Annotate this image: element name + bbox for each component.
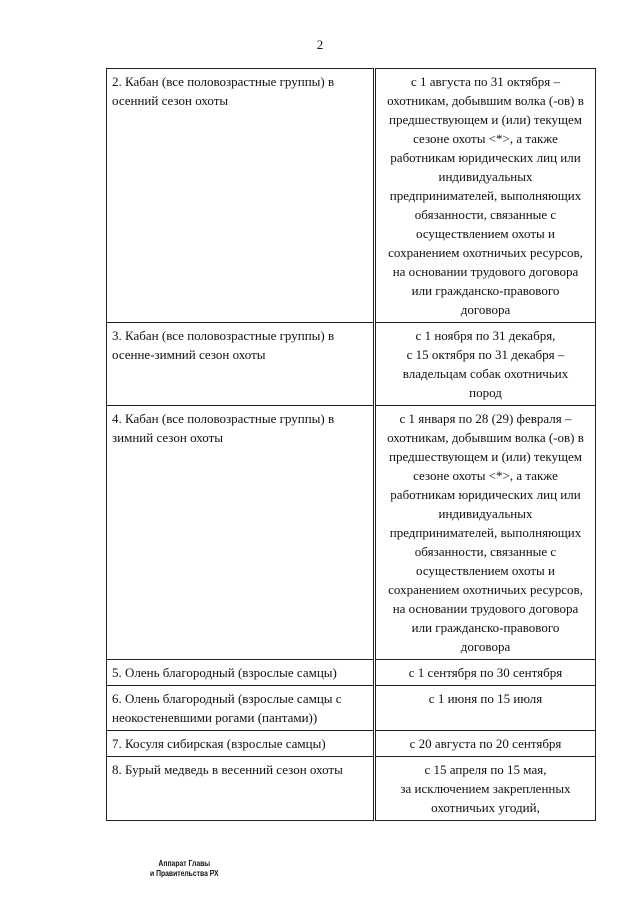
period-line: с 1 января по 28 (29) февраля – [399, 411, 572, 426]
species-cell: 4. Кабан (все половозрастные группы) в зимний сезон охоты [107, 406, 375, 660]
period-line: сохранением охотничьих ресурсов, [388, 245, 583, 260]
period-line: обязанности, связанные с [414, 207, 557, 222]
table-body [107, 69, 596, 821]
period-line: предпринимателей, выполняющих [389, 188, 582, 203]
table-row [107, 686, 596, 731]
period-line: или гражданско-правового [411, 620, 560, 635]
page-number: 2 [316, 37, 324, 52]
period-line: с 1 ноября по 31 декабря, [415, 328, 556, 343]
hunting-seasons-table [106, 68, 596, 821]
period-line: индивидуальных [438, 169, 533, 184]
table-row [107, 731, 596, 757]
period-line: охотничьих угодий, [431, 800, 540, 815]
species-cell: 6. Олень благородный (взрослые самцы с неокостеневшими рогами (пантами)) [107, 686, 375, 731]
period-line: за исключением закрепленных [400, 781, 571, 796]
species-cell: 7. Косуля сибирская (взрослые самцы) [107, 731, 375, 757]
period-line: на основании трудового договора [392, 601, 579, 616]
period-cell [375, 323, 596, 406]
period-line: предшествующем и (или) текущем [389, 112, 582, 127]
period-cell [375, 660, 596, 686]
period-line: с 1 сентября по 30 сентября [408, 665, 563, 680]
period-line: пород [469, 385, 502, 400]
period-cell [375, 406, 596, 660]
period-line: работникам юридических лиц или [390, 150, 581, 165]
table-row [107, 660, 596, 686]
period-line: предпринимателей, выполняющих [389, 525, 582, 540]
table-row [107, 69, 596, 323]
footer-stamp-line-1: Аппарат Главы [158, 859, 211, 868]
period-line: договора [460, 639, 511, 654]
period-line: с 15 октября по 31 декабря – [406, 347, 565, 362]
period-cell [375, 757, 596, 821]
period-line: с 1 августа по 31 октября – [410, 74, 561, 89]
period-line: охотникам, добывшим волка (-ов) в [387, 93, 584, 108]
period-line: с 15 апреля по 15 мая, [424, 762, 547, 777]
species-cell: 8. Бурый медведь в весенний сезон охоты [107, 757, 375, 821]
period-line: на основании трудового договора [392, 264, 579, 279]
table-row [107, 323, 596, 406]
table-row [107, 406, 596, 660]
period-cell [375, 731, 596, 757]
period-line: с 20 августа по 20 сентября [409, 736, 562, 751]
footer-stamp-line-2: и Правительства РХ [150, 869, 219, 878]
period-cell [375, 69, 596, 323]
period-line: договора [460, 302, 511, 317]
period-line: сезоне охоты <*>, а также [413, 131, 558, 146]
period-line: работникам юридических лиц или [390, 487, 581, 502]
species-cell: 3. Кабан (все половозрастные группы) в осенне-зимний сезон охоты [107, 323, 375, 406]
period-cell [375, 686, 596, 731]
period-line: или гражданско-правового [411, 283, 560, 298]
table-row [107, 757, 596, 821]
period-line: осуществлением охоты и [416, 226, 555, 241]
period-line: с 1 июня по 15 июля [428, 691, 543, 706]
species-cell: 5. Олень благородный (взрослые самцы) [107, 660, 375, 686]
footer-stamp [150, 859, 219, 879]
period-line: охотникам, добывшим волка (-ов) в [387, 430, 584, 445]
species-cell: 2. Кабан (все половозрастные группы) в осенний сезон охоты [107, 69, 375, 323]
period-line: осуществлением охоты и [416, 563, 555, 578]
period-line: сезоне охоты <*>, а также [413, 468, 558, 483]
period-line: владельцам собак охотничьих [402, 366, 569, 381]
period-line: сохранением охотничьих ресурсов, [388, 582, 583, 597]
period-line: обязанности, связанные с [414, 544, 557, 559]
period-line: предшествующем и (или) текущем [389, 449, 582, 464]
period-line: индивидуальных [438, 506, 533, 521]
